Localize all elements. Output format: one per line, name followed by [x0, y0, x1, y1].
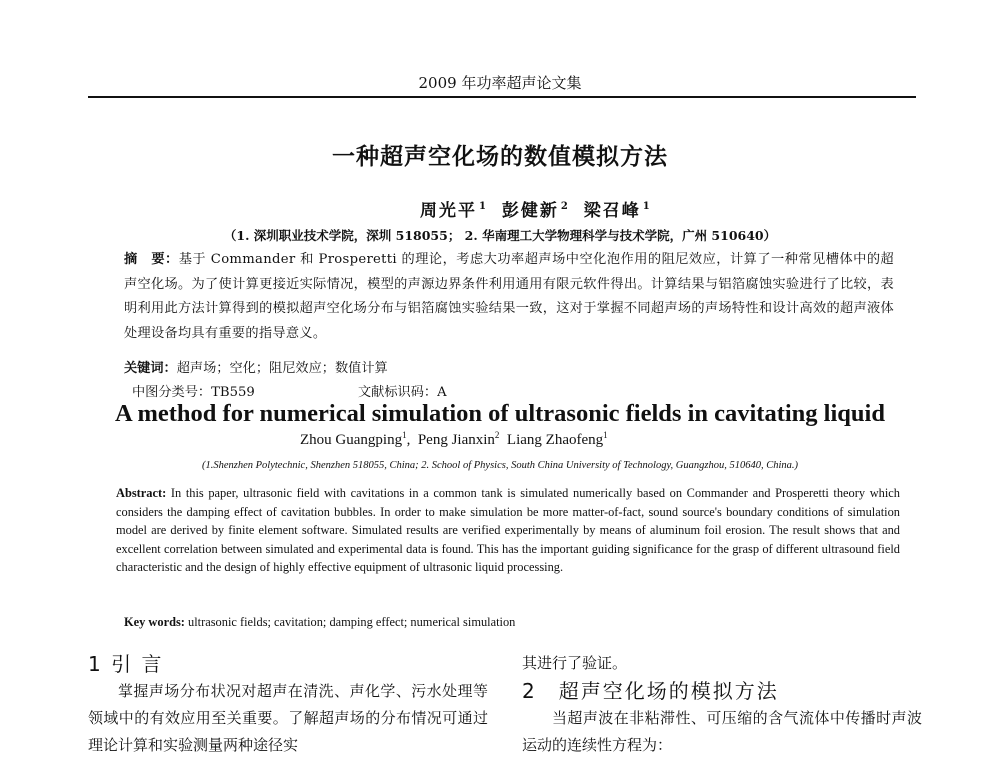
author-mark: 2 — [494, 430, 500, 440]
chinese-keywords — [124, 357, 388, 376]
author-name: 周光平 — [420, 201, 477, 221]
english-affiliations: (1.Shenzhen Polytechnic, Shenzhen 518055, China; 2. School of Physics, South China University of Technology, Guangzhou, 510640, China.) — [201, 460, 798, 471]
english-abstract — [116, 484, 900, 577]
author-mark: 1 — [642, 201, 652, 213]
english-authors — [300, 430, 760, 449]
english-title: A method for numerical simulation of ultrasonic fields in cavitating liquid — [115, 400, 885, 427]
clc-label: 中图分类号： — [132, 385, 212, 400]
section-heading-introduction: 1 引 言 — [88, 652, 164, 676]
english-keywords — [124, 615, 515, 630]
author-mark: 1 — [479, 201, 488, 213]
header-rule — [88, 96, 916, 98]
chinese-affiliations: （1. 深圳职业技术学院，深圳 518055； 2. 华南理工大学物理科学与技术学院，广州 510640） — [223, 228, 777, 243]
keywords-text: ultrasonic fields; cavitation; damping effect; numerical simulation — [188, 615, 516, 629]
abstract-text: 基于 Commander 和 Prosperetti 的理论，考虑大功率超声场中空化泡作用的阻尼效应，计算了一种常见槽体中的超声空化场。为了使计算更接近实际情况，模型的声源边界条件利用通用有限元软件得出。计算结果与铝箔腐蚀实验进行了比较，表明利用此方法计算得到的模拟超声空化场分布与铝箔腐蚀实验结果一致，这对于掌握不同超声场的声场特性和设计高效的超声液体处理设备均具有重要的指导意义。 — [124, 252, 895, 341]
chinese-title: 一种超声空化场的数值模拟方法 — [332, 143, 668, 170]
keywords-label: Key words: — [124, 615, 185, 629]
author-name: 梁召峰 — [583, 201, 641, 221]
abstract-label: Abstract: — [116, 486, 167, 500]
author-mark: 1 — [603, 430, 608, 440]
doc-code-label: 文献标识码： — [358, 385, 438, 400]
body-right-column — [522, 650, 922, 759]
section-heading-method: 2 超声空化场的模拟方法 — [522, 679, 779, 703]
running-head: 2009 年功率超声论文集 — [418, 74, 582, 92]
abstract-text: In this paper, ultrasonic field with cavitations in a common tank is simulated numerically based on Commander and Prosperetti theory which considers the damping effect of cavitation bubbles. In order to make simulation be more matter-of-fact, sound source's boundary conditions of simulation model are derived by finite element software. Simulated results are verified experimentally by means of aluminum foil erosion. The result shows that and excellent correlation between simulated and experimental data is found. This has the important guiding significance for the grasp of different ultrasound field characteristic and the design of highly effective equipment of ultrasonic liquid processing. — [116, 486, 900, 575]
author-separator: , — [406, 432, 418, 448]
body-left-column — [88, 650, 488, 759]
clc-number — [132, 381, 255, 400]
body-paragraph-continuation: 其进行了验证。 — [522, 654, 628, 672]
author-name: Liang Zhaofeng — [506, 432, 604, 448]
clc-value: TB559 — [211, 385, 255, 400]
body-paragraph: 当超声波在非粘滞性、可压缩的含气流体中传播时声波运动的连续性方程为： — [522, 709, 922, 754]
author-mark: 2 — [560, 201, 570, 213]
chinese-abstract — [124, 248, 894, 346]
abstract-label: 摘 要： — [124, 252, 179, 267]
document-code — [358, 381, 447, 400]
body-paragraph: 掌握声场分布状况对超声在清洗、声化学、污水处理等领域中的有效应用至关重要。了解超声场的分布情况可通过理论计算和实验测量两种途径实 — [88, 682, 488, 754]
keywords-text: 超声场；空化；阻尼效应；数值计算 — [176, 361, 388, 376]
keywords-label: 关键词： — [124, 361, 177, 376]
chinese-authors — [420, 196, 720, 221]
author-separator — [499, 432, 507, 448]
author-name: 彭健新 — [501, 201, 559, 221]
author-mark: 1 — [402, 430, 407, 440]
doc-code-value: A — [437, 385, 447, 400]
author-name: Zhou Guangping — [300, 432, 403, 448]
author-name: Peng Jianxin — [417, 432, 495, 448]
